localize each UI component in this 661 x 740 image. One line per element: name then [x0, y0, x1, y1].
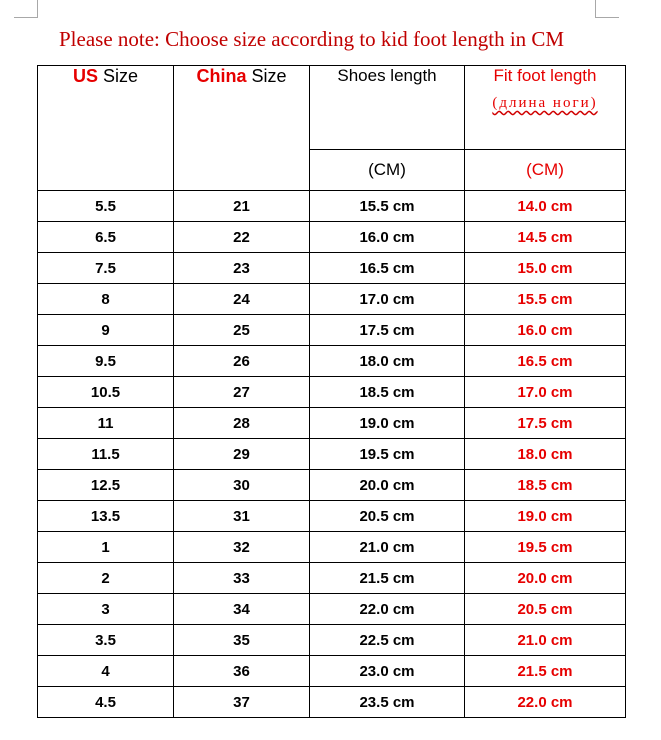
- us-size-cell: 4: [38, 656, 174, 687]
- table-row: [38, 501, 626, 532]
- us-size-cell: 9.5: [38, 346, 174, 377]
- china-size-cell: 30: [174, 470, 310, 501]
- us-size-cell: 2: [38, 563, 174, 594]
- china-size-cell: 25: [174, 315, 310, 346]
- fit-foot-length-cell: 19.5 cm: [465, 532, 626, 563]
- china-size-cell: 27: [174, 377, 310, 408]
- china-size-cell: 33: [174, 563, 310, 594]
- china-size-cell: 24: [174, 284, 310, 315]
- table-row: [38, 532, 626, 563]
- shoes-length-cell: 23.5 cm: [310, 687, 465, 718]
- china-size-cell: 28: [174, 408, 310, 439]
- fit-foot-length-cell: 19.0 cm: [465, 501, 626, 532]
- shoes-length-cell: 17.5 cm: [310, 315, 465, 346]
- table-row: [38, 284, 626, 315]
- us-size-cell: 13.5: [38, 501, 174, 532]
- fit-foot-length-cell: 18.0 cm: [465, 439, 626, 470]
- china-size-cell: 37: [174, 687, 310, 718]
- header-china-size: China Size: [174, 66, 310, 191]
- table-row: [38, 408, 626, 439]
- fit-foot-length-cell: 20.0 cm: [465, 563, 626, 594]
- table-row: [38, 687, 626, 718]
- header-fit-foot-length: Fit foot length (длина ноги): [465, 66, 626, 150]
- fit-foot-length-cell: 22.0 cm: [465, 687, 626, 718]
- china-size-cell: 29: [174, 439, 310, 470]
- shoes-length-cell: 16.5 cm: [310, 253, 465, 284]
- us-size-cell: 4.5: [38, 687, 174, 718]
- china-size-cell: 22: [174, 222, 310, 253]
- fit-foot-length-cell: 16.0 cm: [465, 315, 626, 346]
- china-size-cell: 35: [174, 625, 310, 656]
- shoes-length-cell: 22.0 cm: [310, 594, 465, 625]
- china-size-cell: 32: [174, 532, 310, 563]
- header-shoes-length: Shoes length: [310, 66, 465, 150]
- size-table-body: [38, 191, 626, 718]
- table-row: [38, 563, 626, 594]
- shoes-length-cell: 18.5 cm: [310, 377, 465, 408]
- shoes-length-cell: 16.0 cm: [310, 222, 465, 253]
- shoes-length-cell: 21.0 cm: [310, 532, 465, 563]
- us-size-cell: 12.5: [38, 470, 174, 501]
- table-row: [38, 191, 626, 222]
- china-size-cell: 26: [174, 346, 310, 377]
- size-chart-table: [37, 65, 626, 718]
- china-size-cell: 34: [174, 594, 310, 625]
- header-shoes-unit: (CM): [310, 150, 465, 191]
- crop-mark-top-right: [595, 0, 619, 18]
- crop-mark-top-left: [14, 0, 38, 18]
- table-row: [38, 253, 626, 284]
- fit-foot-length-cell: 20.5 cm: [465, 594, 626, 625]
- us-size-cell: 6.5: [38, 222, 174, 253]
- us-size-cell: 10.5: [38, 377, 174, 408]
- shoes-length-cell: 15.5 cm: [310, 191, 465, 222]
- shoes-length-cell: 19.0 cm: [310, 408, 465, 439]
- header-fit-unit: (CM): [465, 150, 626, 191]
- fit-foot-length-cell: 15.5 cm: [465, 284, 626, 315]
- shoes-length-cell: 18.0 cm: [310, 346, 465, 377]
- fit-foot-length-cell: 18.5 cm: [465, 470, 626, 501]
- shoes-length-cell: 20.5 cm: [310, 501, 465, 532]
- us-size-cell: 5.5: [38, 191, 174, 222]
- table-row: [38, 594, 626, 625]
- fit-foot-length-cell: 17.0 cm: [465, 377, 626, 408]
- table-row: [38, 470, 626, 501]
- fit-foot-length-cell: 14.0 cm: [465, 191, 626, 222]
- header-fit-foot-sub: (длина ноги): [492, 95, 598, 111]
- fit-foot-length-cell: 16.5 cm: [465, 346, 626, 377]
- us-size-cell: 3: [38, 594, 174, 625]
- fit-foot-length-cell: 15.0 cm: [465, 253, 626, 284]
- shoes-length-cell: 21.5 cm: [310, 563, 465, 594]
- fit-foot-length-cell: 17.5 cm: [465, 408, 626, 439]
- size-note: Please note: Choose size according to kid foot length in CM: [59, 27, 565, 51]
- fit-foot-length-cell: 14.5 cm: [465, 222, 626, 253]
- us-size-cell: 1: [38, 532, 174, 563]
- shoes-length-cell: 19.5 cm: [310, 439, 465, 470]
- china-size-cell: 36: [174, 656, 310, 687]
- us-size-cell: 7.5: [38, 253, 174, 284]
- fit-foot-length-cell: 21.5 cm: [465, 656, 626, 687]
- fit-foot-length-cell: 21.0 cm: [465, 625, 626, 656]
- us-size-cell: 11.5: [38, 439, 174, 470]
- us-size-cell: 11: [38, 408, 174, 439]
- shoes-length-cell: 22.5 cm: [310, 625, 465, 656]
- china-size-cell: 23: [174, 253, 310, 284]
- table-row: [38, 346, 626, 377]
- table-row: [38, 315, 626, 346]
- shoes-length-cell: 20.0 cm: [310, 470, 465, 501]
- table-row: [38, 625, 626, 656]
- us-size-cell: 3.5: [38, 625, 174, 656]
- china-size-cell: 31: [174, 501, 310, 532]
- us-size-cell: 8: [38, 284, 174, 315]
- header-us-size: US Size: [38, 66, 174, 191]
- table-row: [38, 656, 626, 687]
- china-size-cell: 21: [174, 191, 310, 222]
- us-size-cell: 9: [38, 315, 174, 346]
- shoes-length-cell: 23.0 cm: [310, 656, 465, 687]
- table-row: [38, 439, 626, 470]
- shoes-length-cell: 17.0 cm: [310, 284, 465, 315]
- table-row: [38, 222, 626, 253]
- table-row: [38, 377, 626, 408]
